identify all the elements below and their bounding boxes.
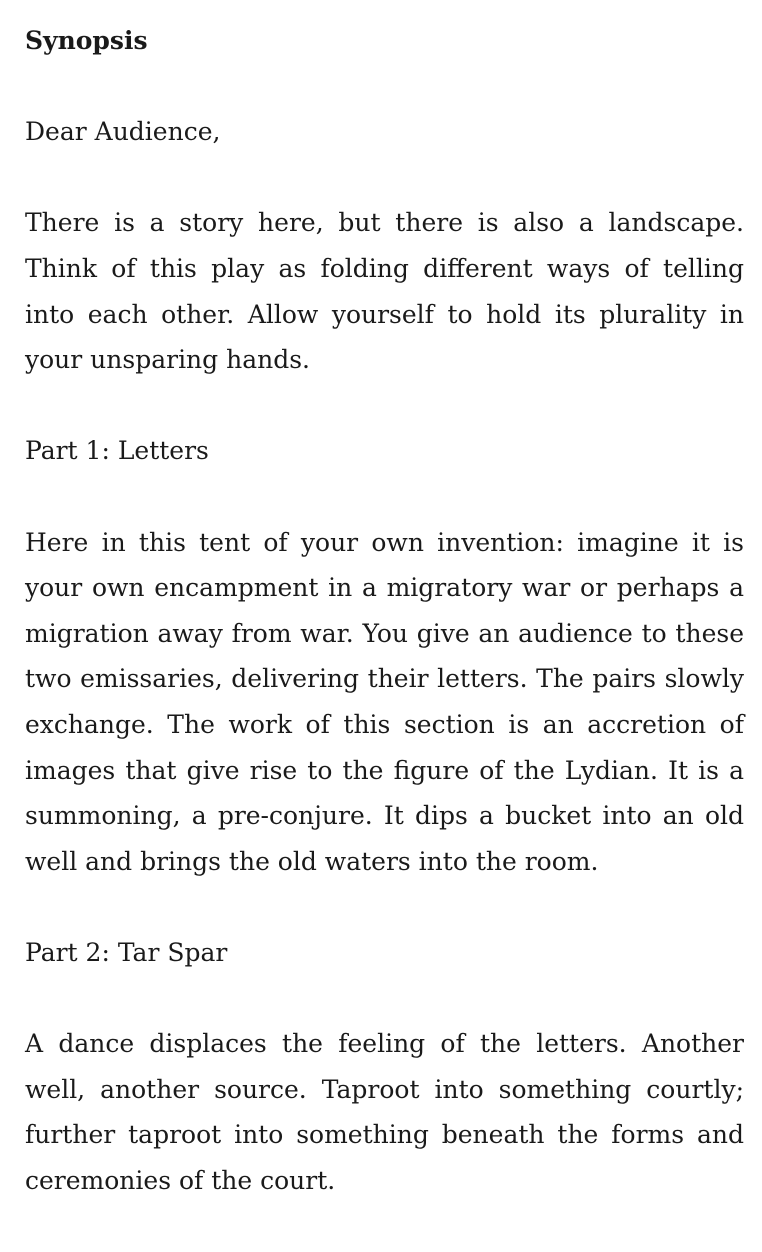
spacer [25,155,744,201]
spacer [25,884,744,930]
spacer [25,975,744,1021]
section-body-part-1: Here in this tent of your own invention: imagine it is your own encampment in a migratory war or perhaps a migration away from war. You give an audience to these two emissaries, delivering their letters. The pairs slowly exchange. The work of this section is an accretion of images that give rise to the figure of the Lydian. It is a summoning, a pre-conjure. It dips a bucket into an old well and brings the old waters into the room. [25,527,744,876]
section-heading-part-2: Part 2: Tar Spar [25,937,228,967]
section-heading-part-1: Part 1: Letters [25,436,209,466]
spacer [25,383,744,429]
spacer [25,64,744,110]
document-title: Synopsis [25,26,148,55]
salutation: Dear Audience, [25,117,221,147]
section-body-part-2: A dance displaces the feeling of the letters. Another well, another source. Taproot into something courtly; further taproot into something beneath the forms and ceremonies of the court. [25,1029,744,1195]
spacer [25,474,744,520]
intro-paragraph: There is a story here, but there is also a landscape. Think of this play as folding different ways of telling into each other. Allow yourself to hold its plurality in your unsparing hands. [25,208,744,375]
